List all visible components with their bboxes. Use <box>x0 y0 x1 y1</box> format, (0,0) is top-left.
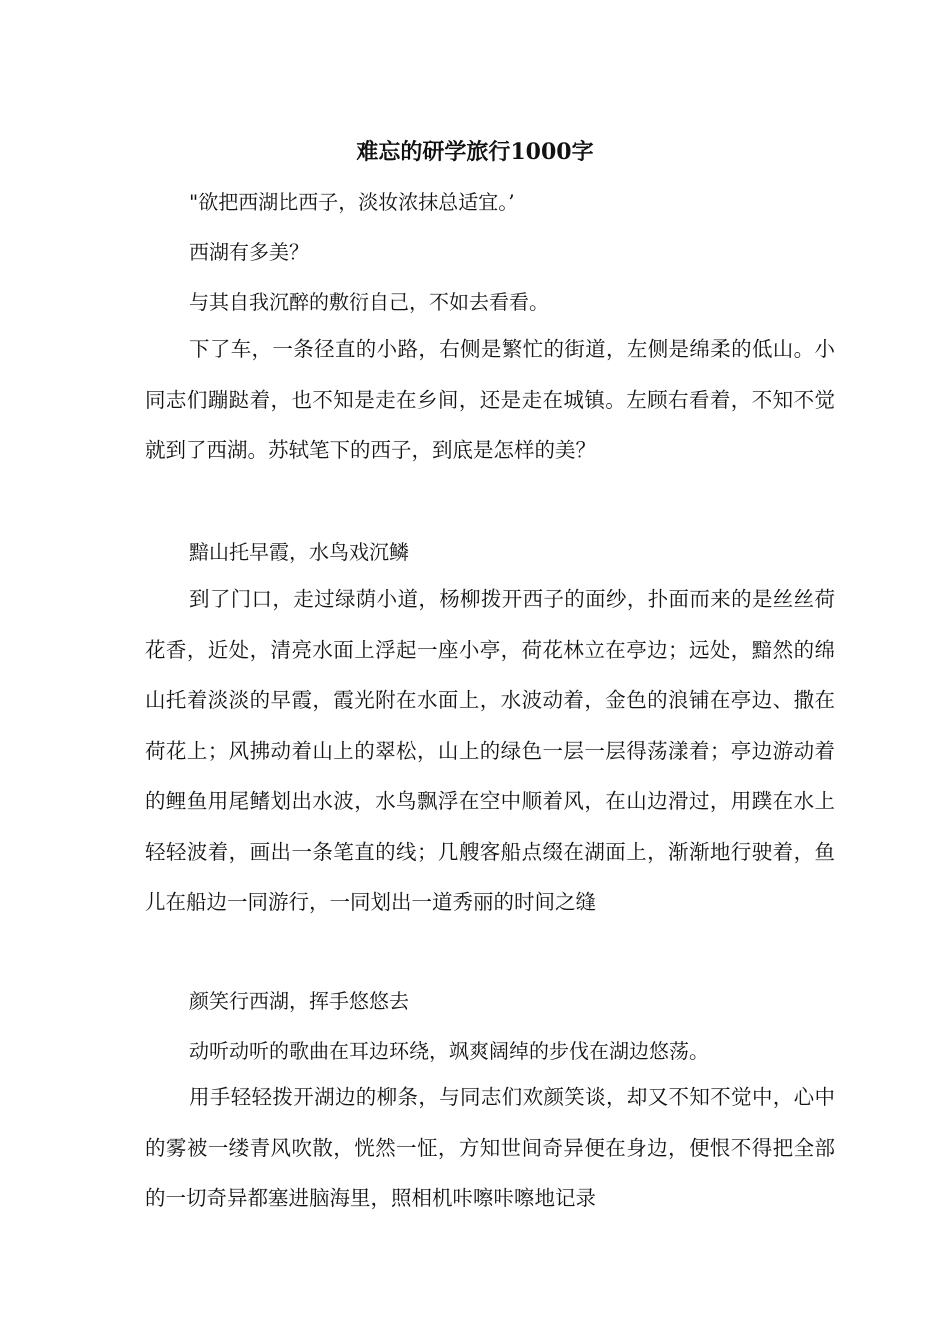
document-title: 难忘的研学旅行1000字 <box>356 139 594 165</box>
paragraph-music: 动听动听的歌曲在耳边环绕，飒爽阔绰的步伐在湖边悠荡。 <box>189 1039 709 1063</box>
paragraph-question: 西湖有多美？ <box>189 240 309 264</box>
section-heading-1: 黯山托早霞，水鸟戏沉鳞 <box>189 540 409 564</box>
paragraph-quote: "欲把西湖比西子，淡妆浓抹总适宜。’ <box>189 190 515 214</box>
paragraph-intro: 与其自我沉醉的敷衍自己，不如去看看。 <box>189 290 549 314</box>
section-heading-2: 颜笑行西湖，挥手悠悠去 <box>189 989 409 1013</box>
paragraph-willow: 用手轻轻拨开湖边的柳条，与同志们欢颜笑谈，却又不知不觉中，心中的雾被一缕青风吹散，恍然一怔，方知世间奇异便在身边，便恨不得把全部的一切奇异都塞进脑海里，照相机咔嚓咔嚓地记录 <box>145 1085 835 1210</box>
paragraph-arrival: 下了车，一条径直的小路，右侧是繁忙的街道，左侧是绵柔的低山。小同志们蹦跶着，也不知是走在乡间，还是走在城镇。左顾右看着，不知不觉就到了西湖。苏轼笔下的西子，到底是怎样的美？ <box>145 337 835 462</box>
paragraph-scenery: 到了门口，走过绿荫小道，杨柳拨开西子的面纱，扑面而来的是丝丝荷花香，近处，清亮水面上浮起一座小亭，荷花林立在亭边；远处，黯然的绵山托着淡淡的早霞，霞光附在水面上，水波动着，金色的浪铺在亭边、撒在荷花上；风拂动着山上的翠松，山上的绿色一层一层得荡漾着；亭边游动着的鲤鱼用尾鳍划出水波，水鸟飘浮在空中顺着风，在山边滑过，用蹼在水上轻轻波着，画出一条笔直的线；几艘客船点缀在湖面上，渐渐地行驶着，鱼儿在船边一同游行，一同划出一道秀丽的时间之缝 <box>145 587 835 914</box>
